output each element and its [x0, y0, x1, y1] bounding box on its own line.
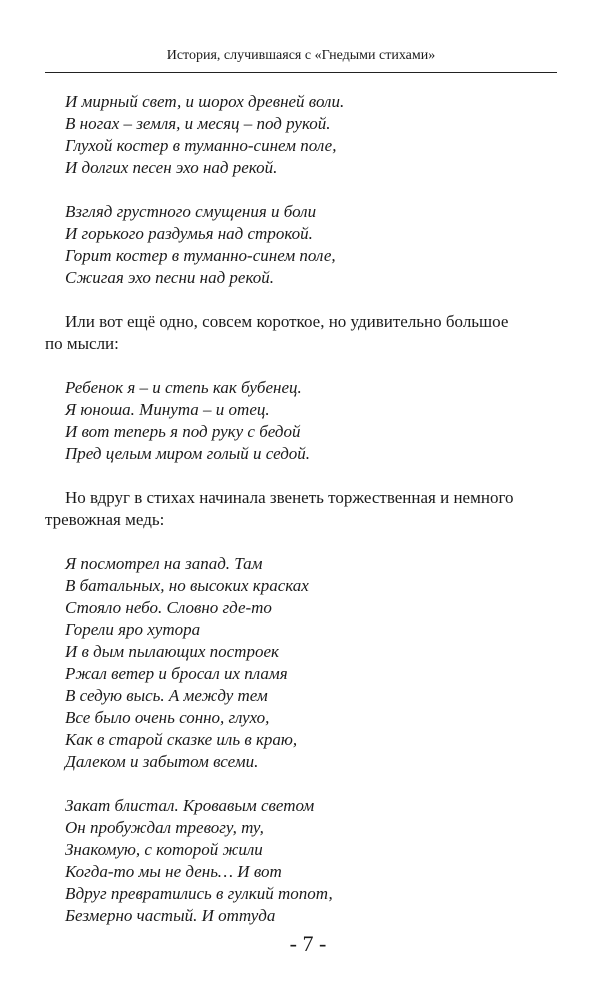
poem-stanza-3 [65, 377, 565, 465]
stanza-gap [65, 355, 565, 377]
stanza-gap [65, 773, 565, 795]
poem-line: Горели яро хутора [65, 620, 201, 639]
poem-line: Я посмотрел на запад. Там [65, 554, 263, 573]
poem-stanza-5 [65, 795, 565, 927]
stanza-gap [65, 179, 565, 201]
poem-line: Закат блистал. Кровавым светом [65, 796, 315, 815]
poem-line: Далеком и забытом всеми. [65, 752, 259, 771]
poem-line: Ребенок я – и степь как бубенец. [65, 378, 302, 397]
poem-line: В ногах – земля, и месяц – под рукой. [65, 114, 331, 133]
prose-line: Но вдруг в стихах начинала звенеть торжественная и немного [65, 488, 514, 507]
poem-stanza-2 [65, 201, 565, 289]
prose-line: тревожная медь: [45, 510, 165, 529]
poem-line: Когда-то мы не день… И вот [65, 862, 282, 881]
poem-line: Знакомую, с которой жили [65, 840, 263, 859]
stanza-gap [65, 531, 565, 553]
poem-line: Пред целым миром голый и седой. [65, 444, 311, 463]
poem-line: Я юноша. Минута – и отец. [65, 400, 270, 419]
poem-line: Глухой костер в туманно-синем поле, [65, 136, 337, 155]
page-number: - 7 - [289, 931, 327, 956]
prose-line: Или вот ещё одно, совсем короткое, но удивительно большое [65, 312, 509, 331]
poem-line: Он пробуждал тревогу, ту, [65, 818, 264, 837]
header-rule [45, 72, 557, 73]
stanza-gap [65, 465, 565, 487]
prose-paragraph-1 [45, 311, 565, 355]
poem-line: Как в старой сказке иль в краю, [65, 730, 298, 749]
page-body [45, 91, 565, 927]
poem-line: В седую высь. А между тем [65, 686, 268, 705]
poem-line: Безмерно частый. И оттуда [65, 906, 276, 925]
poem-line: И горького раздумья над строкой. [65, 224, 313, 243]
stanza-gap [65, 289, 565, 311]
poem-line: Вдруг превратились в гулкий топот, [65, 884, 333, 903]
poem-line: Ржал ветер и бросал их пламя [65, 664, 288, 683]
poem-stanza-4 [65, 553, 565, 773]
poem-line: И долгих песен эхо над рекой. [65, 158, 278, 177]
poem-stanza-1 [65, 91, 565, 179]
poem-line: Все было очень сонно, глухо, [65, 708, 270, 727]
poem-line: И мирный свет, и шорох древней воли. [65, 92, 345, 111]
poem-line: Стояло небо. Словно где-то [65, 598, 272, 617]
running-header: История, случившаяся с «Гнедыми стихами» [166, 48, 436, 63]
poem-line: Горит костер в туманно-синем поле, [65, 246, 336, 265]
poem-line: Сжигая эхо песни над рекой. [65, 268, 275, 287]
prose-line: по мысли: [45, 334, 119, 353]
poem-line: Взгляд грустного смущения и боли [65, 202, 317, 221]
poem-line: И вот теперь я под руку с бедой [65, 422, 301, 441]
poem-line: В батальных, но высоких красках [65, 576, 309, 595]
poem-line: И в дым пылающих построек [65, 642, 279, 661]
prose-paragraph-2 [45, 487, 565, 531]
